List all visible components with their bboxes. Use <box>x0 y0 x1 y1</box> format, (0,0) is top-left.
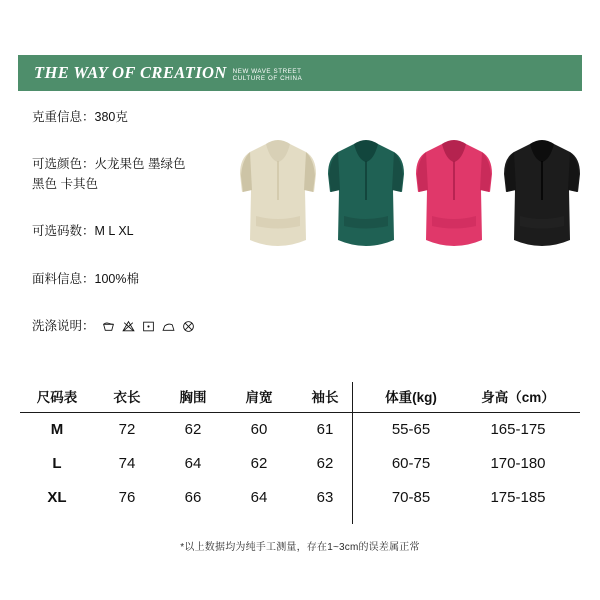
header-length: 衣长 <box>113 390 141 405</box>
cell-shoulder: 62 <box>250 454 268 472</box>
cell-weight: 60-75 <box>391 454 431 472</box>
cell-size: M <box>50 420 64 438</box>
cell-length: 72 <box>118 420 136 438</box>
wash-icon-group <box>102 320 195 333</box>
header-bust: 胸围 <box>179 390 207 405</box>
cell-shoulder: 64 <box>250 488 268 506</box>
hoodie-pitaya-pink-image <box>412 130 496 258</box>
hand-wash-icon <box>102 320 115 333</box>
banner-subtitle-line1: NEW WAVE STREET <box>232 68 302 75</box>
header-banner <box>18 55 582 91</box>
cell-height: 175-185 <box>490 488 546 506</box>
table-row <box>20 412 580 446</box>
spec-weight <box>32 108 272 127</box>
cell-sleeve: 61 <box>316 420 334 438</box>
cell-weight: 70-85 <box>391 488 431 506</box>
hoodie-khaki-image <box>236 130 320 258</box>
banner-subtitle-line2: CULTURE OF CHINA <box>232 74 303 82</box>
header-height: 身高（cm） <box>481 390 555 405</box>
spec-fabric <box>32 270 272 289</box>
cell-sleeve: 62 <box>316 454 334 472</box>
spec-colors-line1: 可选颜色：火龙果色 墨绿色 <box>32 157 186 172</box>
cell-weight: 55-65 <box>391 420 431 438</box>
cell-length: 76 <box>118 488 136 506</box>
table-row <box>20 480 580 514</box>
no-bleach-icon <box>122 320 135 333</box>
product-image-row <box>236 130 584 260</box>
table-row <box>20 446 580 480</box>
size-table <box>20 380 580 514</box>
header-size: 尺码表 <box>36 390 78 405</box>
cell-shoulder: 60 <box>250 420 268 438</box>
hoodie-black-image <box>500 130 584 258</box>
no-iron-icon <box>162 320 175 333</box>
hoodie-khaki[interactable] <box>236 130 320 258</box>
banner-subtitle <box>233 69 303 82</box>
header-shoulder: 肩宽 <box>245 390 273 405</box>
no-dry-clean-icon <box>182 320 195 333</box>
cell-bust: 64 <box>184 454 202 472</box>
tumble-dry-icon <box>142 320 155 333</box>
cell-size: L <box>52 454 62 472</box>
table-vertical-rule <box>352 382 353 524</box>
hoodie-pitaya-pink[interactable] <box>412 130 496 258</box>
header-weight: 体重(kg) <box>385 390 437 405</box>
spec-fabric-text: 面料信息：100%棉 <box>32 271 139 286</box>
table-header-rule <box>20 412 580 413</box>
spec-wash <box>32 317 272 336</box>
header-sleeve: 袖长 <box>311 390 339 405</box>
banner-content <box>18 63 302 83</box>
cell-sleeve: 63 <box>316 488 334 506</box>
cell-bust: 62 <box>184 420 202 438</box>
cell-length: 74 <box>118 454 136 472</box>
hoodie-dark-green[interactable] <box>324 130 408 258</box>
banner-title: THE WAY OF CREATION <box>34 63 227 82</box>
hoodie-dark-green-image <box>324 130 408 258</box>
spec-sizes-text: 可选码数：M L XL <box>32 224 134 239</box>
cell-height: 165-175 <box>490 420 546 438</box>
spec-wash-label: 洗涤说明： <box>32 318 95 333</box>
cell-height: 170-180 <box>490 454 546 472</box>
hoodie-black[interactable] <box>500 130 584 258</box>
cell-size: XL <box>47 488 67 506</box>
table-header-row <box>20 380 580 412</box>
spec-weight-text: 克重信息：380克 <box>32 110 128 124</box>
cell-bust: 66 <box>184 488 202 506</box>
spec-colors-line2: 黑色 卡其色 <box>32 176 98 191</box>
measurement-footnote: *以上数据均为纯手工测量，存在1~3cm的误差属正常 <box>180 542 420 553</box>
